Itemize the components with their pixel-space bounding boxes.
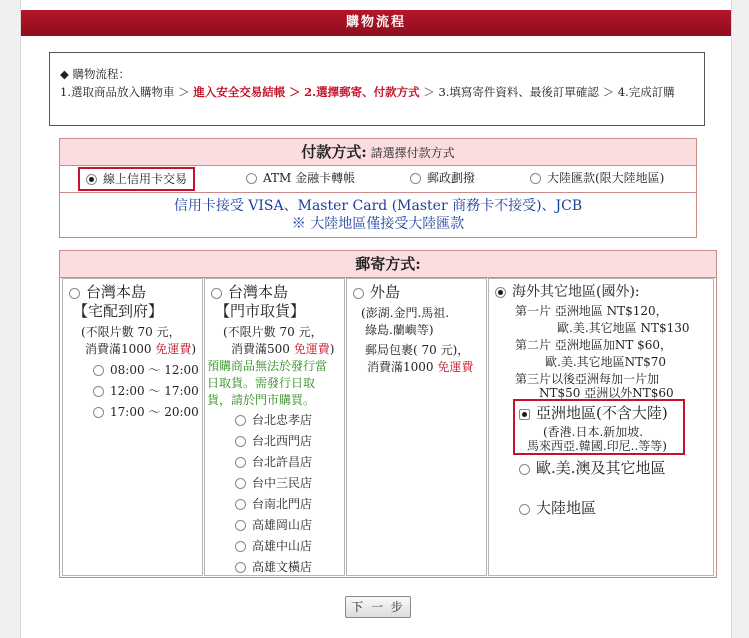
payment-section — [59, 138, 697, 238]
shopping-flow-box — [49, 52, 705, 126]
radio-icon[interactable] — [530, 173, 541, 184]
store-label: 台南北門店 — [252, 497, 313, 511]
western-region-option[interactable] — [519, 459, 666, 478]
radio-icon[interactable] — [235, 562, 246, 573]
shipping-option-label: 海外其它地區(國外): — [512, 284, 640, 300]
home-delivery-sub: 【宅配到府】 — [73, 302, 164, 320]
shipping-header — [60, 251, 716, 278]
radio-icon[interactable] — [211, 288, 222, 299]
shipping-option-label: 台灣本島 — [86, 283, 147, 301]
fee-line-1: 第一片 亞洲地區 NT$120， — [515, 304, 668, 318]
shipping-col-overseas — [488, 278, 714, 576]
asia-region-sub-1: (香港.日本.新加坡. — [543, 425, 644, 439]
flow-step-1: 1.選取商品放入購物車 — [60, 85, 175, 99]
asia-region-option[interactable] — [513, 399, 685, 455]
china-region-label: 大陸地區 — [536, 499, 597, 517]
store-label: 台中三民店 — [252, 476, 313, 490]
free-shipping-text: 免運費 — [155, 342, 192, 356]
store-option-0[interactable] — [235, 412, 312, 429]
store-option-5[interactable] — [235, 517, 312, 534]
radio-icon[interactable] — [519, 504, 530, 515]
preorder-note-3: 貨，請於門市購買。 — [207, 393, 316, 407]
island-cond-1: 郵局包裹( 70 元)， — [365, 343, 470, 357]
payment-header — [60, 139, 696, 166]
time-slot-label: 12:00 ～ 17:00 — [110, 384, 199, 398]
store-label: 台北許昌店 — [252, 455, 313, 469]
store-label: 高雄文橫店 — [252, 560, 313, 574]
credit-card-note: 信用卡接受 VISA、Master Card (Master 商務卡不接受)、JCB — [173, 198, 583, 214]
store-option-4[interactable] — [235, 496, 312, 513]
cond-text: ) — [329, 342, 335, 356]
store-option-1[interactable] — [235, 433, 312, 450]
preorder-note-1: 預購商品無法於發行當 — [207, 359, 328, 373]
flow-arrow: ＞ — [602, 85, 615, 99]
shipping-option-outer-islands[interactable] — [353, 283, 400, 302]
payment-option-label: ATM 金融卡轉帳 — [263, 171, 356, 185]
cond-text: 消費滿1000 — [367, 360, 438, 374]
radio-icon[interactable] — [410, 173, 421, 184]
radio-icon[interactable] — [235, 457, 246, 468]
flow-steps — [60, 83, 694, 101]
shipping-col-store-pickup — [204, 278, 345, 576]
payment-note — [60, 193, 696, 233]
radio-selected-icon[interactable] — [495, 287, 506, 298]
flow-label: ◆ 購物流程： — [60, 67, 130, 81]
cond-text: ) — [191, 342, 197, 356]
flow-step-3: 3.填寫寄件資料、最後訂單確認 — [438, 85, 599, 99]
payment-options — [60, 166, 696, 193]
free-shipping-text: 免運費 — [293, 342, 330, 356]
fee-line-2: 歐.美.其它地區 NT$130 — [557, 321, 690, 335]
radio-icon[interactable] — [69, 288, 80, 299]
shipping-col-outer-islands — [346, 278, 487, 576]
island-sub-2: 綠島.蘭嶼等) — [365, 323, 434, 337]
home-delivery-cond2 — [85, 341, 196, 358]
shipping-col-home-delivery — [62, 278, 203, 576]
shipping-option-store-pickup[interactable] — [211, 283, 288, 302]
fee-line-3: 第二片 亞洲地區加NT $60， — [515, 338, 673, 352]
payment-hint: 請選擇付款方式 — [370, 146, 455, 160]
payment-option-postal[interactable] — [410, 170, 475, 187]
radio-icon[interactable] — [235, 499, 246, 510]
payment-option-label: 大陸匯款(限大陸地區) — [547, 171, 665, 185]
china-region-option[interactable] — [519, 499, 596, 518]
western-region-label: 歐.美.澳及其它地區 — [536, 459, 666, 477]
payment-option-label: 線上信用卡交易 — [103, 172, 188, 186]
fee-line-6: NT$50 亞洲以外NT$60 — [539, 386, 674, 400]
store-option-2[interactable] — [235, 454, 312, 471]
radio-icon[interactable] — [235, 478, 246, 489]
radio-selected-icon[interactable] — [86, 174, 97, 185]
asia-region-radio[interactable] — [519, 404, 668, 423]
cond-text: 消費滿500 — [231, 342, 294, 356]
time-slot-label: 17:00 ～ 20:00 — [110, 405, 199, 419]
home-delivery-cond1: (不限片數 70 元， — [81, 325, 181, 339]
free-shipping-text: 免運費 — [437, 360, 474, 374]
store-option-6[interactable] — [235, 538, 312, 555]
store-label: 高雄中山店 — [252, 539, 313, 553]
flow-step-checkout: 進入安全交易結帳 — [193, 85, 286, 99]
radio-icon[interactable] — [235, 541, 246, 552]
cond-text: 消費滿1000 — [85, 342, 156, 356]
flow-arrow: ＞ — [423, 85, 435, 99]
time-slot-2[interactable] — [93, 404, 199, 421]
island-cond-2 — [367, 359, 473, 376]
next-step-button[interactable]: 下 一 步 — [345, 596, 411, 618]
flow-arrow: ＞ — [288, 85, 301, 99]
island-sub-1: (澎湖.金門.馬祖. — [361, 306, 450, 320]
radio-icon[interactable] — [93, 365, 104, 376]
radio-icon[interactable] — [353, 288, 364, 299]
preorder-note-2: 日取貨。需發行日取 — [207, 376, 316, 390]
shipping-option-label: 台灣本島 — [228, 283, 289, 301]
fee-line-5: 第三片以後亞洲每加一片加 — [515, 372, 660, 386]
radio-selected-icon[interactable] — [519, 409, 530, 420]
radio-icon[interactable] — [519, 464, 530, 475]
shipping-section — [59, 250, 717, 578]
time-slot-0[interactable] — [93, 362, 199, 379]
shipping-title: 郵寄方式: — [355, 255, 421, 273]
time-slot-1[interactable] — [93, 383, 199, 400]
asia-region-sub-2: 馬來西亞.韓國.印尼..等等) — [527, 439, 667, 453]
flow-step-2: 2.選擇郵寄、付款方式 — [304, 85, 420, 99]
shipping-option-overseas[interactable] — [495, 283, 640, 302]
store-pickup-cond2 — [231, 341, 334, 358]
store-label: 高雄岡山店 — [252, 518, 313, 532]
payment-option-credit-card[interactable] — [78, 167, 195, 191]
shipping-option-home-delivery[interactable] — [69, 283, 146, 302]
payment-option-label: 郵政劃撥 — [427, 171, 476, 185]
fee-line-4: 歐.美.其它地區NT$70 — [545, 355, 667, 369]
radio-icon[interactable] — [93, 407, 104, 418]
radio-icon[interactable] — [235, 415, 246, 426]
radio-icon[interactable] — [93, 386, 104, 397]
radio-icon[interactable] — [235, 520, 246, 531]
store-option-7[interactable] — [235, 559, 312, 576]
china-remit-note: ※ 大陸地區僅接受大陸匯款 — [291, 216, 465, 232]
asia-region-label: 亞洲地區(不含大陸) — [536, 404, 668, 422]
payment-option-atm[interactable] — [246, 170, 355, 187]
page — [20, 0, 732, 638]
radio-icon[interactable] — [246, 173, 257, 184]
time-slot-label: 08:00 ～ 12:00 — [110, 363, 199, 377]
radio-icon[interactable] — [235, 436, 246, 447]
store-label: 台北西門店 — [252, 434, 313, 448]
payment-title: 付款方式: — [301, 143, 367, 161]
flow-step-4: 4.完成訂購 — [617, 85, 675, 99]
payment-option-china-remit[interactable] — [530, 170, 664, 187]
shipping-option-label: 外島 — [370, 283, 401, 301]
store-option-3[interactable] — [235, 475, 312, 492]
store-label: 台北忠孝店 — [252, 413, 313, 427]
flow-arrow: ＞ — [178, 85, 190, 99]
store-pickup-sub: 【門市取貨】 — [215, 302, 306, 320]
page-title: 購物流程 — [21, 10, 731, 36]
store-pickup-cond1: (不限片數 70 元， — [223, 325, 323, 339]
